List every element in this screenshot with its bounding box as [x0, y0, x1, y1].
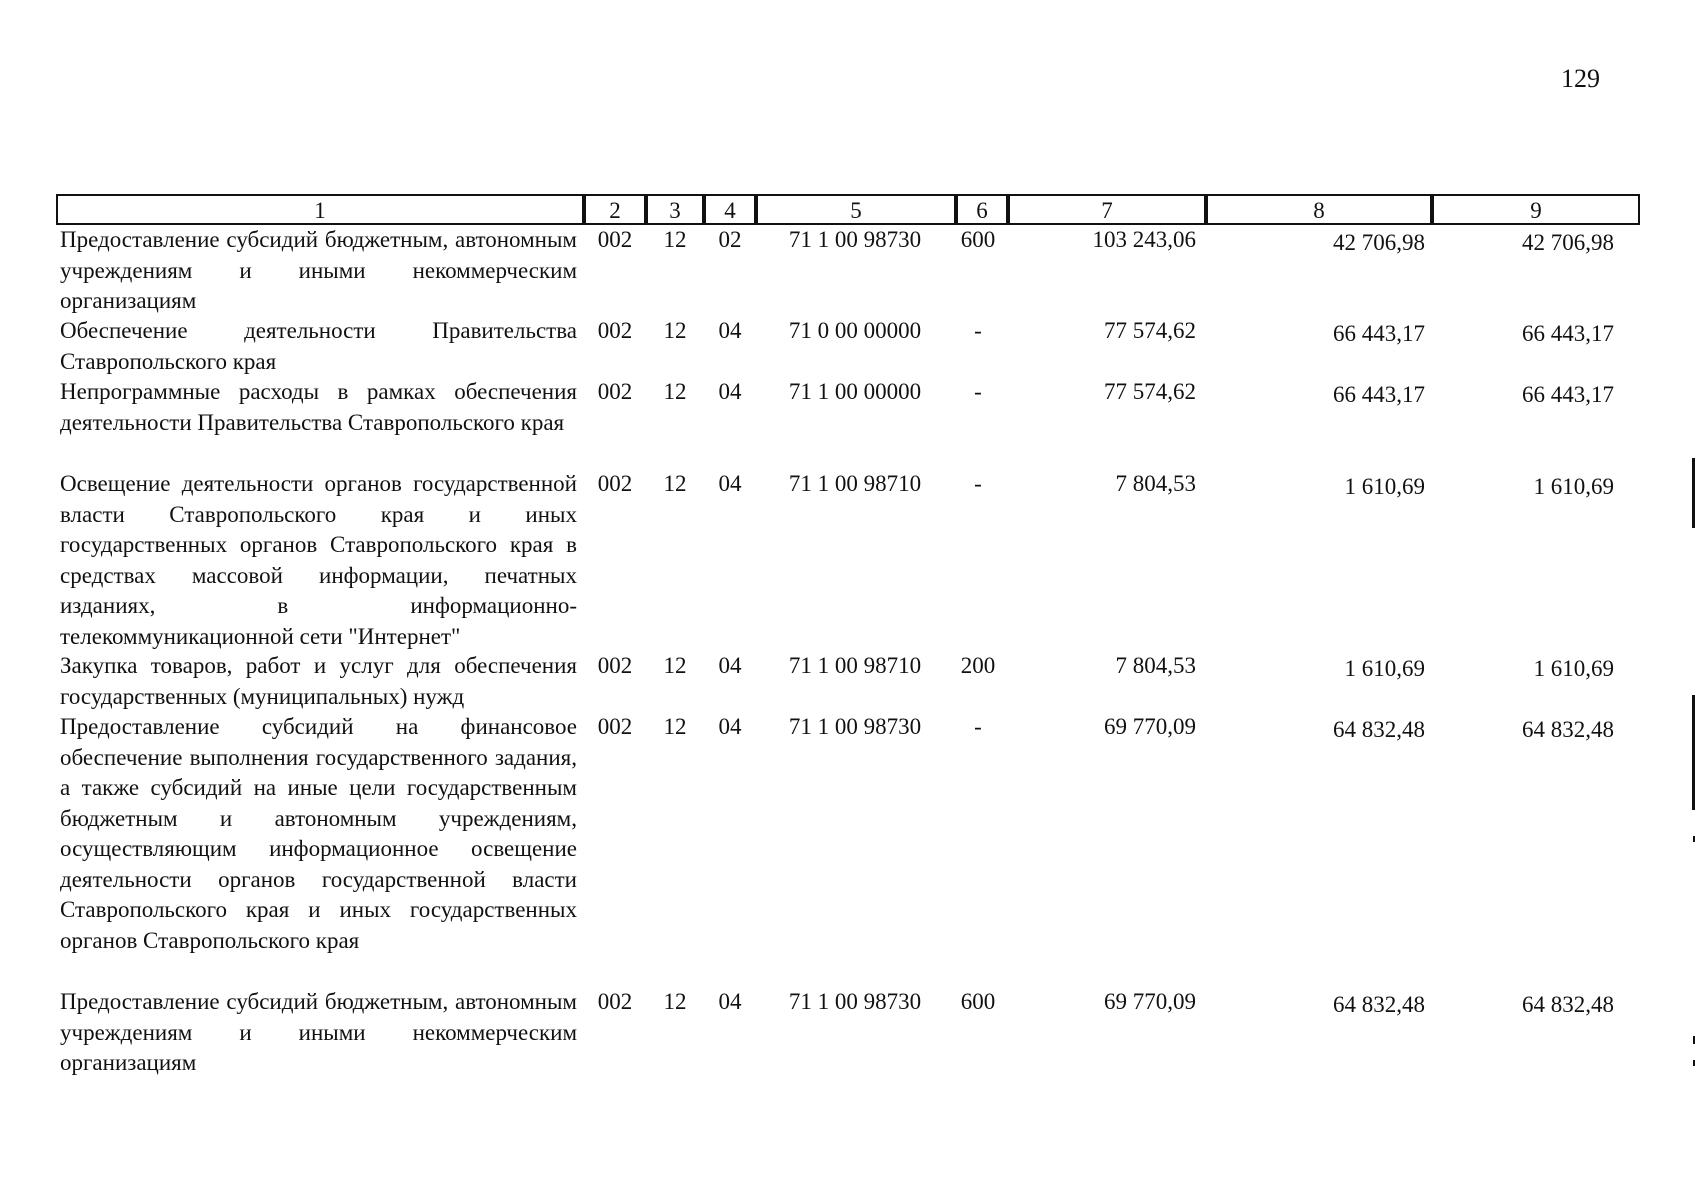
scan-edge-mark — [1693, 1036, 1695, 1044]
row-col-9: 66 443,17 — [1522, 382, 1614, 407]
row-col-5: 71 1 00 98710 — [788, 653, 922, 678]
row-description: Закупка товаров, работ и услуг для обеспечения государственных (муниципальных) нужд — [60, 653, 577, 709]
column-header-8: 8 — [1206, 194, 1432, 225]
row-col-6: 200 — [960, 653, 996, 678]
row-col-3: 12 — [663, 379, 687, 404]
row-col-4: 02 — [718, 227, 742, 252]
row-col-3: 12 — [663, 318, 687, 343]
row-col-6: - — [974, 471, 982, 496]
scan-edge-mark — [1692, 458, 1695, 528]
row-description: Предоставление субсидий на финансовое обеспечение выполнения государственного задания, а также субсидий на иные цели государственным бюджетным и автономным учреждениям, осуществляющим информационное освещение деятельности органов государственной власти Ставропольского края и иных государственных органов Ставропольского края — [60, 714, 577, 953]
row-col-3: 12 — [663, 471, 687, 496]
row-col-4: 04 — [718, 379, 742, 404]
column-header-5: 5 — [756, 194, 956, 225]
column-header-1: 1 — [56, 194, 584, 225]
row-col-3: 12 — [663, 653, 687, 678]
row-col-5: 71 1 00 98710 — [788, 471, 922, 496]
column-header-6: 6 — [956, 194, 1008, 225]
table-header — [56, 194, 1640, 227]
row-col-7: 103 243,06 — [1092, 227, 1196, 252]
row-col-8: 66 443,17 — [1333, 321, 1425, 346]
row-col-9: 1 610,69 — [1533, 656, 1614, 681]
row-description: Освещение деятельности органов государственной власти Ставропольского края и иных государственных органов Ставропольского края в средствах массовой информации, печатных изданиях, в информационно-телекоммуникационной сети "Интернет" — [60, 471, 577, 649]
row-description: Предоставление субсидий бюджетным, автономным учреждениям и иными некоммерческим организациям — [60, 227, 577, 313]
row-description: Непрограммные расходы в рамках обеспечения деятельности Правительства Ставропольского края — [60, 379, 577, 435]
row-col-7: 7 804,53 — [1115, 653, 1196, 678]
row-col-2: 002 — [597, 471, 633, 496]
row-col-6: - — [974, 379, 982, 404]
row-col-7: 69 770,09 — [1104, 714, 1196, 739]
row-col-9: 64 832,48 — [1522, 717, 1614, 742]
row-col-2: 002 — [597, 989, 633, 1014]
row-col-8: 64 832,48 — [1333, 992, 1425, 1017]
row-description: Предоставление субсидий бюджетным, автономным учреждениям и иными некоммерческим организациям — [60, 989, 577, 1075]
scan-edge-mark — [1693, 1060, 1695, 1066]
page-number: 129 — [1561, 64, 1600, 93]
row-col-4: 04 — [718, 471, 742, 496]
row-description: Обеспечение деятельности Правительства Ставропольского края — [60, 318, 577, 374]
row-col-8: 1 610,69 — [1344, 656, 1425, 681]
scan-edge-mark — [1693, 836, 1695, 842]
row-col-4: 04 — [718, 714, 742, 739]
row-col-2: 002 — [597, 318, 633, 343]
row-col-6: - — [974, 318, 982, 343]
column-header-7: 7 — [1008, 194, 1206, 225]
row-col-5: 71 1 00 98730 — [788, 989, 922, 1014]
row-col-3: 12 — [663, 227, 687, 252]
row-col-7: 77 574,62 — [1104, 379, 1196, 404]
row-col-4: 04 — [718, 989, 742, 1014]
row-col-5: 71 0 00 00000 — [788, 318, 922, 343]
row-col-4: 04 — [718, 318, 742, 343]
row-col-9: 66 443,17 — [1522, 321, 1614, 346]
row-col-6: 600 — [960, 989, 996, 1014]
row-col-9: 64 832,48 — [1522, 992, 1614, 1017]
row-col-2: 002 — [597, 227, 633, 252]
row-col-7: 7 804,53 — [1115, 471, 1196, 496]
row-col-9: 1 610,69 — [1533, 474, 1614, 499]
scan-edge-mark — [1692, 695, 1695, 810]
row-col-8: 66 443,17 — [1333, 382, 1425, 407]
column-header-9: 9 — [1432, 194, 1640, 225]
row-col-4: 04 — [718, 653, 742, 678]
row-col-7: 69 770,09 — [1104, 989, 1196, 1014]
row-col-5: 71 1 00 98730 — [788, 714, 922, 739]
row-col-8: 64 832,48 — [1333, 717, 1425, 742]
column-header-2: 2 — [584, 194, 646, 225]
column-header-3: 3 — [646, 194, 704, 225]
row-col-8: 42 706,98 — [1333, 230, 1425, 255]
row-col-3: 12 — [663, 989, 687, 1014]
row-col-7: 77 574,62 — [1104, 318, 1196, 343]
row-col-2: 002 — [597, 379, 633, 404]
row-col-5: 71 1 00 98730 — [788, 227, 922, 252]
column-header-4: 4 — [704, 194, 756, 225]
row-col-5: 71 1 00 00000 — [788, 379, 922, 404]
row-col-8: 1 610,69 — [1344, 474, 1425, 499]
row-col-9: 42 706,98 — [1522, 230, 1614, 255]
row-col-6: - — [974, 714, 982, 739]
row-col-6: 600 — [960, 227, 996, 252]
row-col-3: 12 — [663, 714, 687, 739]
row-col-2: 002 — [597, 653, 633, 678]
row-col-2: 002 — [597, 714, 633, 739]
